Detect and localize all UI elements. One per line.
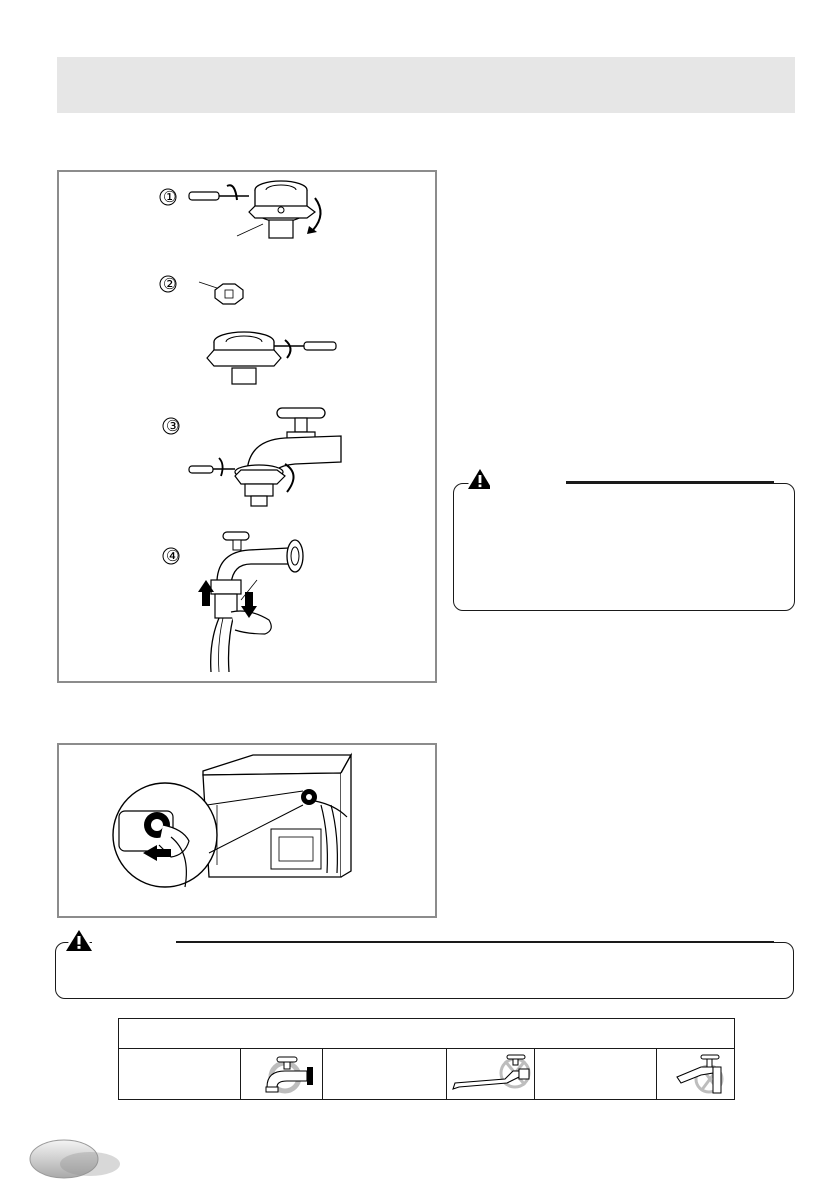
step-1 (160, 181, 321, 238)
suitable-faucet-icon (241, 1049, 321, 1097)
section-header-band (57, 57, 795, 113)
page-number-tab (28, 1138, 120, 1180)
faucet-suitable-image-cell (241, 1049, 323, 1099)
step-4 (163, 532, 303, 672)
faucet-unsuitable-image-cell-1 (447, 1049, 535, 1099)
faucet-type-table (118, 1018, 735, 1100)
unsuitable-long-spout-faucet-icon (447, 1049, 533, 1097)
faucet-unsuitable-label-cell-2 (535, 1049, 657, 1099)
caution-right-label-gap (490, 476, 566, 490)
caution-box-right (453, 483, 795, 611)
hose-connection-figure (57, 743, 437, 918)
warning-triangle-icon (64, 928, 94, 953)
installation-steps-figure (57, 170, 437, 683)
unsuitable-short-spout-faucet-icon (657, 1049, 733, 1097)
step-3-number: ③ (166, 418, 180, 435)
faucet-table-header (119, 1019, 734, 1049)
faucet-unsuitable-image-cell-2 (657, 1049, 734, 1099)
faucet-unsuitable-label-cell-1 (323, 1049, 447, 1099)
caution-bottom-rule (176, 941, 774, 943)
faucet-suitable-label-cell (119, 1049, 241, 1099)
installation-steps-drawing (59, 172, 435, 681)
step-1-number: ① (163, 189, 177, 206)
caution-right-rule (566, 481, 774, 483)
step-3 (163, 408, 341, 506)
step-2 (160, 276, 336, 384)
step-4-number: ④ (166, 548, 180, 565)
caution-bottom-label-gap (92, 932, 176, 950)
caution-box-bottom (55, 942, 794, 999)
step-2-number: ② (163, 276, 177, 293)
hose-connection-drawing (59, 745, 435, 916)
